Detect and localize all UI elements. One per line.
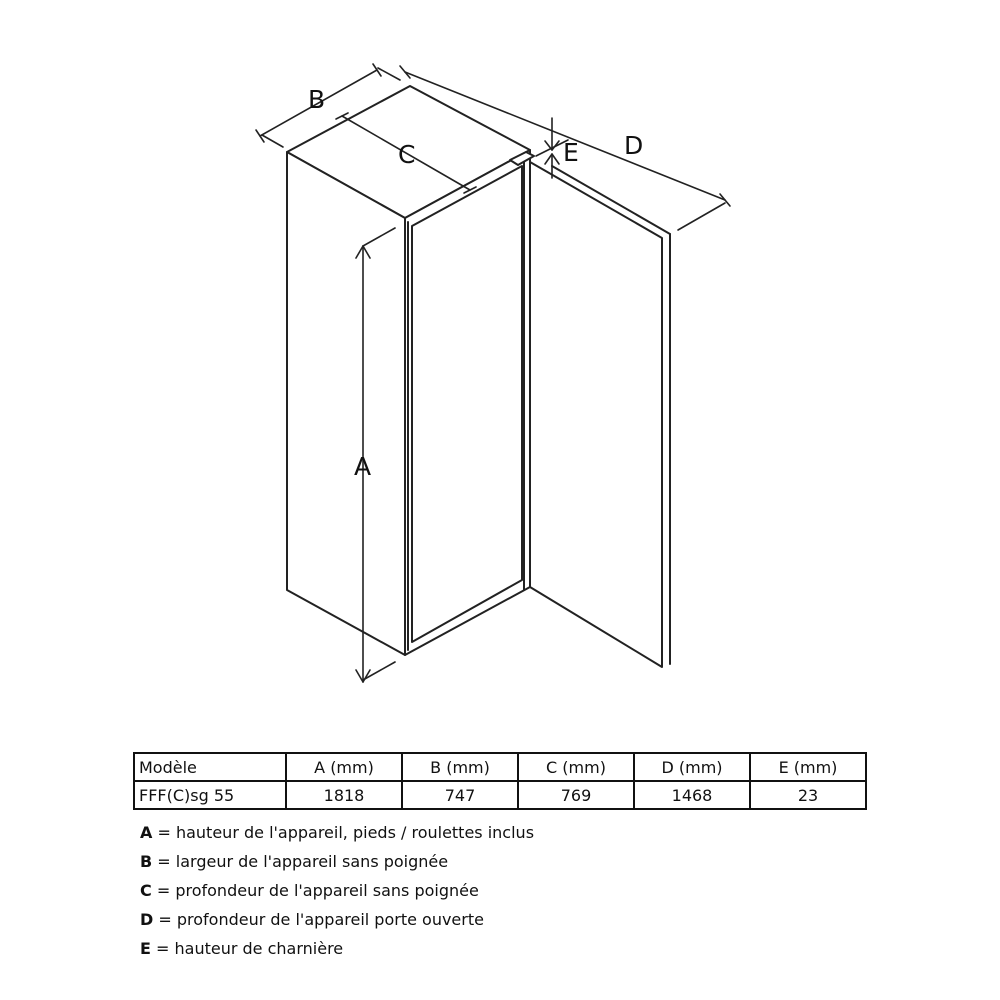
table-header-e: E (mm) (750, 753, 866, 781)
dimension-b-label: B (308, 85, 326, 114)
legend-item (140, 876, 534, 905)
table-header-c: C (mm) (518, 753, 634, 781)
legend-key: D (140, 910, 154, 929)
legend-item (140, 905, 534, 934)
legend-text: = hauteur de l'appareil, pieds / roulettes inclus (152, 823, 535, 842)
dimension-legend (140, 818, 534, 963)
legend-text: = largeur de l'appareil sans poignée (152, 852, 449, 871)
table-row (134, 781, 866, 809)
legend-text: = profondeur de l'appareil sans poignée (151, 881, 479, 900)
open-door (530, 162, 662, 667)
cabinet-side-face (287, 152, 405, 655)
table-header-model: Modèle (134, 753, 286, 781)
table-cell-a: 1818 (286, 781, 402, 809)
table-header-row (134, 753, 866, 781)
table-cell-c: 769 (518, 781, 634, 809)
table-cell-e: 23 (750, 781, 866, 809)
dimensions-table (133, 752, 867, 810)
dimension-c-label: C (398, 140, 416, 169)
legend-text: = hauteur de charnière (150, 939, 344, 958)
cabinet-front-face (405, 150, 530, 655)
legend-item (140, 847, 534, 876)
legend-text: = profondeur de l'appareil porte ouverte (153, 910, 484, 929)
table-header-d: D (mm) (634, 753, 750, 781)
table-cell-model: FFF(C)sg 55 (134, 781, 286, 809)
legend-key: E (140, 939, 151, 958)
table-cell-d: 1468 (634, 781, 750, 809)
dimension-e-label: E (563, 138, 579, 167)
table-cell-b: 747 (402, 781, 518, 809)
table-header-a: A (mm) (286, 753, 402, 781)
legend-key: B (140, 852, 153, 871)
dimension-a-label: A (354, 452, 372, 481)
table-header-b: B (mm) (402, 753, 518, 781)
dimension-d-label: D (624, 131, 644, 160)
legend-item (140, 934, 534, 963)
legend-key: A (140, 823, 153, 842)
legend-item (140, 818, 534, 847)
legend-key: C (140, 881, 152, 900)
